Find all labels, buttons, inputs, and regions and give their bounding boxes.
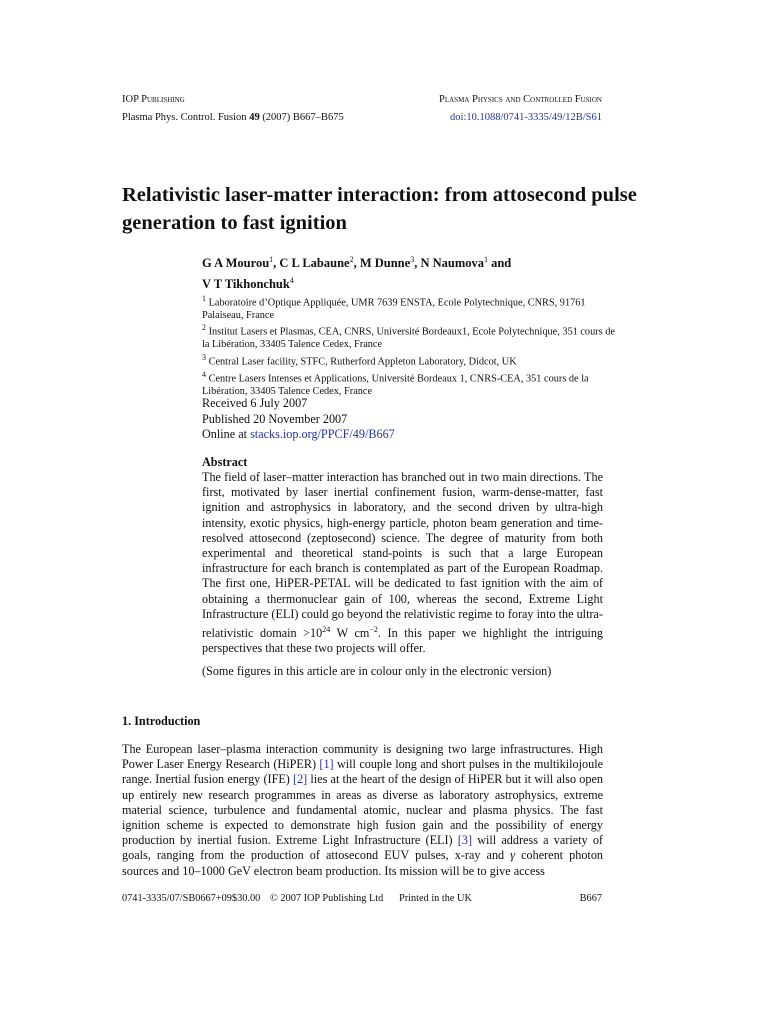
reference-link[interactable]: [2] — [293, 772, 308, 787]
author-separator: and — [487, 256, 512, 271]
abstract-text: The field of laser–matter interaction has branched out in two main directions. The first, motivated by laser inertial confinement fusion, warm-dense-matter, fast ignition and astrophysics in laboratory, and the second driven by ultra-high intensity, exotic physics, high-energy particle, photon beam generation and time-resolved attosecond (zeptosecond) science. The degree of maturity from both experimental and theoretical stand-points is such that a large European infrastructure for each branch is contemplated as part of the European Roadmap. The first one, HiPER-PETAL will be dedicated to fast ignition with the aim of obtaining a thermonuclear gain of 100, whereas the second, Extreme Light Infrastructure (ELI) could go beyond the relativistic regime to foray into the ultra-relativistic domain >10 — [202, 470, 603, 641]
citation — [122, 112, 344, 123]
affiliation-entry — [202, 369, 622, 398]
gamma-symbol: γ — [510, 848, 516, 863]
reference-link[interactable]: [3] — [457, 833, 473, 848]
author-affiliation-marker: 2 — [349, 255, 354, 264]
published-date: Published 20 November 2007 — [202, 411, 348, 426]
author-affiliation-marker: 3 — [410, 255, 415, 264]
page-number: B667 — [579, 893, 602, 904]
affiliation-number: 3 — [202, 352, 206, 362]
author-separator: , — [414, 256, 421, 271]
section-heading: 1. Introduction — [122, 714, 201, 728]
author-affiliation-marker: 1 — [483, 255, 488, 264]
abstract-body — [202, 470, 603, 657]
online-line — [202, 427, 395, 443]
affiliation-number: 4 — [202, 369, 206, 379]
affiliation-text: Centre Lasers Intenses et Applications, Université Bordeaux 1, CNRS-CEA, 351 cours de la Libération, 33405 Talence Cedex, France — [202, 373, 589, 397]
intro-text: will couple long and short pulses in the multikilojoule range. Inertial fusion energy (IFE) — [122, 757, 603, 787]
citation-prefix: Plasma Phys. Control. Fusion — [122, 112, 250, 123]
online-link[interactable]: stacks.iop.org/PPCF/49/B667 — [250, 427, 395, 441]
author-name: C L Labaune — [279, 256, 350, 271]
affiliation-entry — [202, 322, 622, 351]
author-list — [202, 251, 602, 293]
affiliation-entry — [202, 293, 622, 322]
footer-copyright: © 2007 IOP Publishing Ltd — [270, 893, 384, 904]
abstract-unit-exponent: −2 — [369, 625, 378, 635]
online-prefix: Online at — [202, 427, 251, 441]
colour-note: (Some figures in this article are in colour only in the electronic version) — [202, 664, 552, 678]
author-affiliation-marker: 1 — [269, 255, 274, 264]
reference-link[interactable]: [1] — [319, 757, 334, 772]
author-name: N Naumova — [420, 256, 484, 271]
citation-suffix: (2007) B667–B675 — [259, 112, 344, 123]
abstract-exponent: 24 — [322, 625, 331, 635]
author-name: V T Tikhonchuk — [202, 277, 290, 292]
author-name: M Dunne — [359, 256, 411, 271]
publication-dates — [202, 396, 395, 443]
abstract-unit: W cm — [330, 626, 370, 641]
affiliation-list — [202, 293, 622, 398]
received-date: Received 6 July 2007 — [202, 396, 308, 410]
intro-text: The European laser–plasma interaction community is designing two large infrastructures. High Power Laser Energy Research (HiPER) — [122, 742, 603, 772]
intro-text: lies at the heart of the design of HiPER but it will also open up entirely new research programmes in areas as diverse as laboratory astrophysics, extreme material science, turbulence and fundamental atomic, nuclear and plasma physics. The fast ignition scheme is expected to demonstrate high fusion gain and the possibility of energy production by inertial fusion. Extreme Light Infrastructure (ELI) — [122, 772, 603, 848]
footer-code: 0741-3335/07/SB0667+09$30.00 — [122, 893, 261, 904]
author-separator: , — [273, 256, 280, 271]
abstract-text-end: . In this paper we highlight the intriguing perspectives that these two projects will offer. — [202, 626, 604, 656]
affiliation-text: Central Laser facility, STFC, Rutherford Appleton Laboratory, Didcot, UK — [208, 356, 517, 368]
author-name: G A Mourou — [202, 256, 270, 271]
footer-printed: Printed in the UK — [399, 893, 472, 904]
abstract-heading: Abstract — [202, 455, 248, 469]
intro-paragraph — [122, 742, 603, 879]
author-separator: , — [353, 256, 360, 271]
affiliation-number: 2 — [202, 323, 206, 333]
doi-link[interactable]: doi:10.1088/0741-3335/49/12B/S61 — [450, 112, 602, 123]
journal-name: Plasma Physics and Controlled Fusion — [439, 94, 602, 105]
author-affiliation-marker: 4 — [289, 276, 294, 286]
affiliation-entry — [202, 352, 622, 369]
affiliation-text: Institut Lasers et Plasmas, CEA, CNRS, Université Bordeaux1, Ecole Polytechnique, 351 cours de la Libération, 33405 Talence Cedex, France — [202, 326, 615, 351]
affiliation-text: Laboratoire d’Optique Appliquée, UMR 7639 ENSTA, Ecole Polytechnique, CNRS, 91761 Palaiseau, France — [202, 297, 586, 321]
paper-title: Relativistic laser-matter interaction: from attosecond pulse generation to fast ignition — [122, 184, 637, 234]
affiliation-number: 1 — [202, 294, 206, 303]
intro-text: will address a variety of goals, ranging from the production of attosecond EUV pulses, x-ray and — [122, 833, 603, 863]
citation-volume: 49 — [249, 112, 260, 123]
intro-text: coherent photon sources and 10–1000 GeV electron beam production. Its mission will be to give access — [122, 848, 604, 878]
publisher-name: IOP Publishing — [122, 94, 185, 105]
